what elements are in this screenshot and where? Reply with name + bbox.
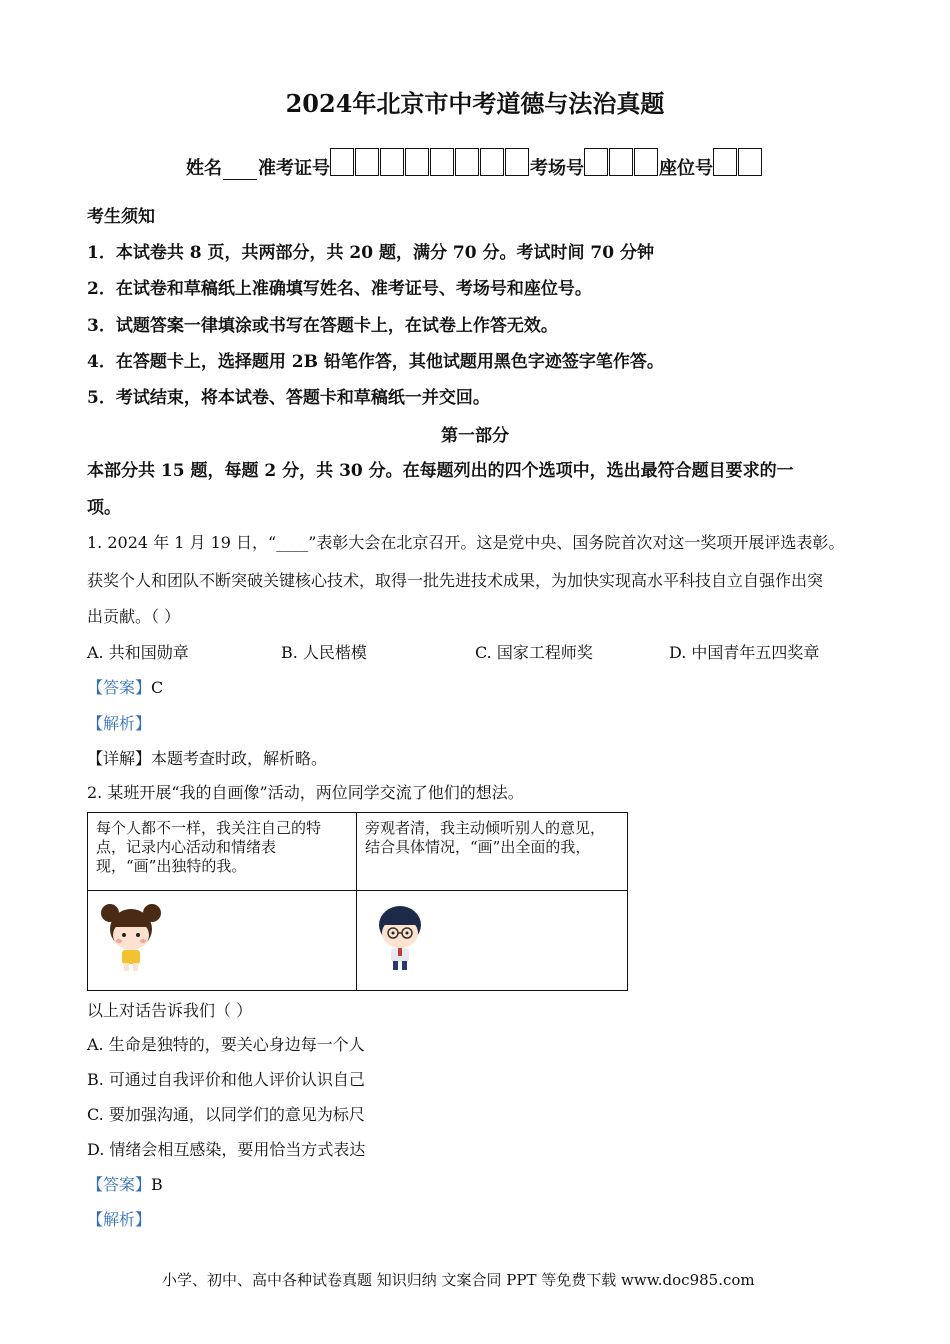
notice-item: 2．在试卷和草稿纸上准确填写姓名、准考证号、考场号和座位号。	[87, 279, 592, 299]
girl-cartoon-cell	[88, 891, 357, 991]
dialogue-table	[87, 812, 628, 991]
notice-item: 5．考试结束，将本试卷、答题卡和草稿纸一并交回。	[87, 388, 490, 408]
answer-value: B	[151, 1175, 163, 1194]
q1-option-c: C. 国家工程师奖	[475, 643, 593, 662]
q2-analysis-tag: 【解析】	[87, 1210, 152, 1229]
answer-tag: 【答案】	[87, 678, 152, 697]
q2-option-c: C. 要加强沟通，以同学们的意见为标尺	[87, 1105, 365, 1124]
q1-stem: 1. 2024 年 1 月 19 日，“____”表彰大会在北京召开。这是党中央、国务院首次对这一奖项开展评选表彰。	[87, 533, 845, 552]
q2-option-b: B. 可通过自我评价和他人评价认识自己	[87, 1070, 365, 1089]
room-label: 考场号	[530, 158, 584, 179]
part-heading: 第一部分	[441, 426, 509, 446]
detail-text: 本题考查时政，解析略。	[151, 749, 328, 768]
page-title: 2024年北京市中考道德与法治真题	[285, 89, 665, 118]
notice-heading: 考生须知	[87, 207, 155, 227]
notice-item: 3．试题答案一律填涂或书写在答题卡上，在试卷上作答无效。	[87, 316, 558, 336]
detail-tag: 【详解】	[87, 749, 152, 768]
q2-answer	[87, 1172, 163, 1195]
q2-stem: 2. 某班开展“我的自画像”活动，两位同学交流了他们的想法。	[87, 783, 524, 802]
q1-detail	[87, 746, 327, 769]
notice-item: 1．本试卷共 8 页，共两部分，共 20 题，满分 70 分。考试时间 70 分钟	[87, 243, 654, 263]
q1-stem-end: 出贡献。（ ）	[87, 607, 181, 626]
seat-number-boxes[interactable]	[713, 148, 763, 176]
notice-item: 4．在答题卡上，选择题用 2B 铅笔作答，其他试题用黑色字迹签字笔作答。	[87, 352, 664, 372]
girl-cartoon-image	[96, 897, 166, 977]
right-student-text: 旁观者清，我主动倾听别人的意见，结合具体情况，“画”出全面的我，	[357, 813, 628, 891]
exam-number-boxes[interactable]	[330, 148, 530, 176]
q2-option-d: D. 情绪会相互感染，要用恰当方式表达	[87, 1140, 366, 1159]
q2-question: 以上对话告诉我们（ ）	[87, 1001, 253, 1020]
q1-analysis-tag: 【解析】	[87, 714, 152, 733]
answer-value: C	[151, 678, 164, 697]
boy-cartoon-cell	[357, 891, 628, 991]
footer-ad-text: 小学、初中、高中各种试卷真题 知识归纳 文案合同 PPT 等免费下载 www.doc985.com	[162, 1271, 755, 1289]
q2-option-a: A. 生命是独特的，要关心身边每一个人	[87, 1035, 365, 1054]
boy-cartoon-image	[365, 897, 435, 977]
name-blank[interactable]	[223, 159, 257, 180]
room-number-boxes[interactable]	[584, 148, 659, 176]
q1-option-b: B. 人民楷模	[281, 643, 367, 662]
q1-option-d: D. 中国青年五四奖章	[669, 643, 820, 662]
exam-number-label: 准考证号	[258, 158, 330, 179]
part-intro: 本部分共 15 题，每题 2 分，共 30 分。在每题列出的四个选项中，选出最符合题目要求的一	[87, 461, 794, 481]
seat-label: 座位号	[659, 158, 713, 179]
q1-stem-cont: 获奖个人和团队不断突破关键核心技术，取得一批先进技术成果，为加快实现高水平科技自立自强作出突	[87, 571, 824, 590]
q1-option-a: A. 共和国勋章	[87, 643, 189, 662]
part-intro-cont: 项。	[87, 498, 121, 518]
left-student-text: 每个人都不一样，我关注自己的特点，记录内心活动和情绪表现，“画”出独特的我。	[88, 813, 357, 891]
answer-tag: 【答案】	[87, 1175, 152, 1194]
q1-answer	[87, 675, 163, 698]
name-label: 姓名	[186, 158, 222, 179]
candidate-info-row	[186, 146, 763, 182]
